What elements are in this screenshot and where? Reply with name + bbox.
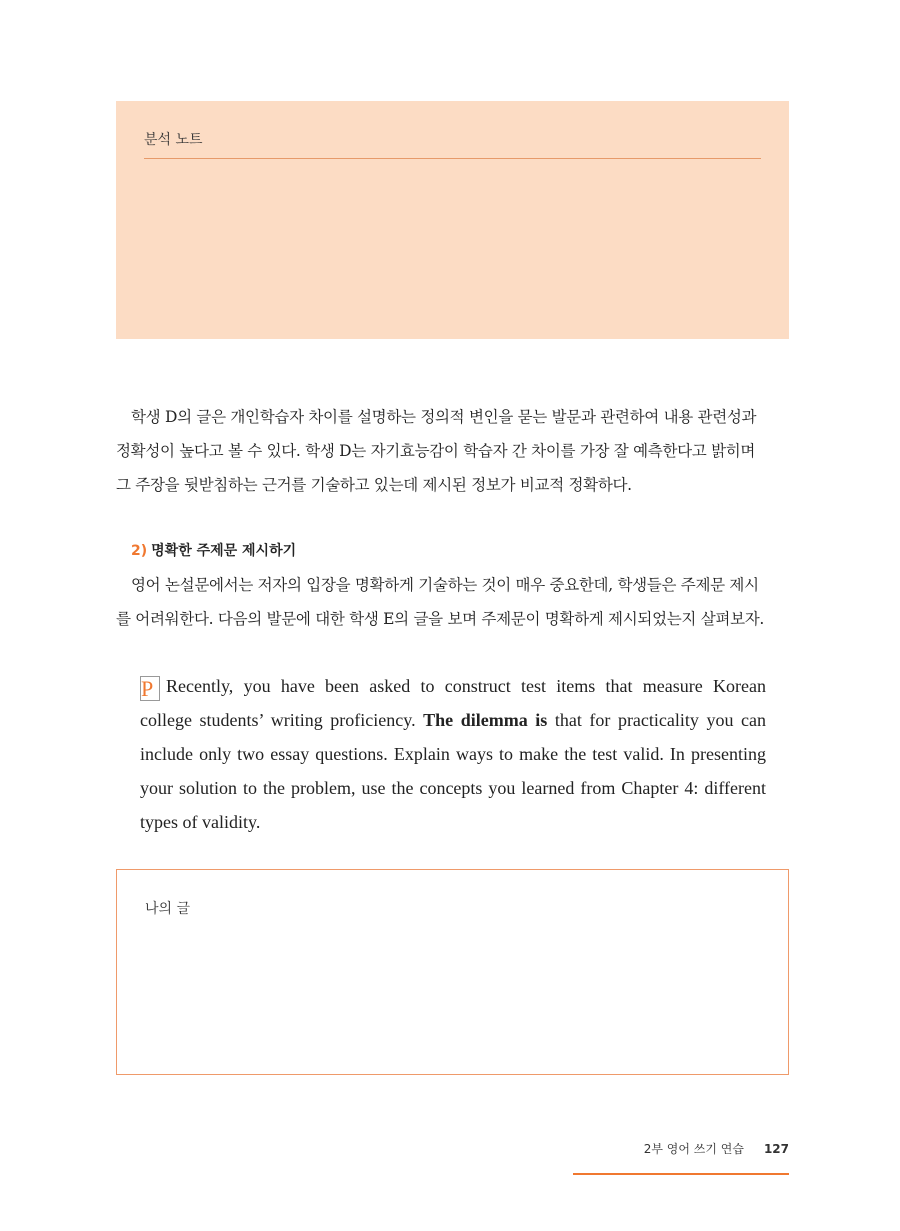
prompt-line-text: that for practicality you can — [554, 710, 766, 730]
prompt-marker-icon: P — [140, 676, 160, 701]
page-footer — [644, 1140, 789, 1157]
essay-prompt — [140, 669, 766, 839]
paragraph-line: 학생 D의 글은 개인학습자 차이를 설명하는 정의적 변인을 묻는 발문과 관련하여 내용 관련성과 — [131, 408, 757, 426]
section-heading — [131, 540, 296, 560]
analysis-note-title: 분석 노트 — [144, 132, 203, 148]
prompt-line — [140, 669, 766, 703]
footer-section-label: 2부 영어 쓰기 연습 — [643, 1142, 744, 1156]
footer-divider — [573, 1173, 789, 1175]
section-number: 2) — [131, 543, 148, 559]
my-writing-title: 나의 글 — [145, 901, 191, 917]
paragraph-line: 정확성이 높다고 볼 수 있다. 학생 D는 자기효능감이 학습자 간 차이를 가장 잘 예측한다고 밝히며 — [116, 442, 756, 460]
paragraph-thesis-intro — [116, 568, 789, 636]
prompt-emphasis: The dilemma is — [423, 710, 548, 730]
analysis-note-box — [116, 101, 789, 339]
paragraph-line: 영어 논설문에서는 저자의 입장을 명확하게 기술하는 것이 매우 중요한데, 학생들은 주제문 제시 — [131, 576, 759, 594]
prompt-line — [140, 703, 766, 737]
prompt-line: include only two essay questions. Explain ways to make the test valid. In presenting — [140, 744, 766, 764]
my-writing-box[interactable] — [116, 869, 789, 1075]
paragraph-student-d — [116, 400, 789, 502]
prompt-line: your solution to the problem, use the concepts you learned from Chapter 4: different — [140, 778, 766, 798]
page-number: 127 — [763, 1142, 789, 1156]
prompt-line: types of validity. — [140, 812, 261, 832]
paragraph-line: 그 주장을 뒷받침하는 근거를 기술하고 있는데 제시된 정보가 비교적 정확하다. — [116, 476, 632, 494]
paragraph-line: 를 어려워한다. 다음의 발문에 대한 학생 E의 글을 보며 주제문이 명확하게 제시되었는지 살펴보자. — [116, 610, 765, 628]
prompt-line-text: college students’ writing proficiency. — [140, 710, 416, 730]
section-title: 명확한 주제문 제시하기 — [151, 543, 297, 559]
prompt-line-text: Recently, you have been asked to construct test items that measure Korean — [166, 676, 766, 696]
analysis-note-divider — [144, 158, 761, 159]
